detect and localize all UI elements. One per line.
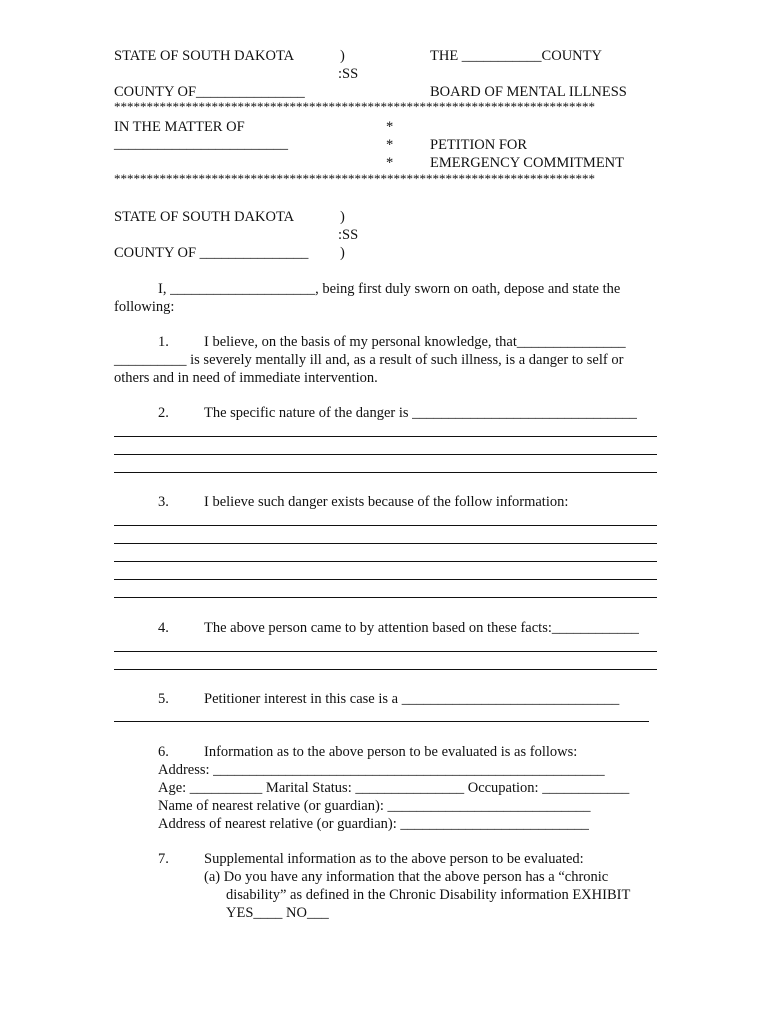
venue-state: STATE OF SOUTH DAKOTA xyxy=(114,209,295,225)
item-2-number: 2. xyxy=(158,405,169,421)
caption-county: COUNTY OF_______________ xyxy=(114,84,305,100)
intro-line-2: following: xyxy=(114,299,175,315)
star-divider-top: ************************************************************************** xyxy=(114,100,595,113)
item-3-text: I believe such danger exists because of the follow information: xyxy=(204,494,569,510)
item-1-line-3: others and in need of immediate intervention. xyxy=(114,370,378,386)
item-6-age-marital-occupation: Age: __________ Marital Status: _______________ Occupation: ____________ xyxy=(158,780,630,796)
item-3-blank-line xyxy=(114,597,657,598)
item-5-number: 5. xyxy=(158,691,169,707)
item-4-blank-line xyxy=(114,651,657,652)
item-6-relative-address: Address of nearest relative (or guardian): __________________________ xyxy=(158,816,589,832)
item-3-blank-line xyxy=(114,543,657,544)
item-4-number: 4. xyxy=(158,620,169,636)
item-2-blank-line xyxy=(114,436,657,437)
item-5-blank-line xyxy=(114,721,649,722)
item-2-blank-line xyxy=(114,454,657,455)
item-4-blank-line xyxy=(114,669,657,670)
item-4-text: The above person came to by attention based on these facts:____________ xyxy=(204,620,639,636)
item-3-number: 3. xyxy=(158,494,169,510)
item-3-blank-line xyxy=(114,579,657,580)
venue-paren: ) xyxy=(340,209,345,225)
item-6-address: Address: ______________________________________________________ xyxy=(158,762,605,778)
caption-ss: :SS xyxy=(338,66,359,82)
item-7-text: Supplemental information as to the above person to be evaluated: xyxy=(204,851,584,867)
intro-line-1: I, ____________________, being first duly sworn on oath, depose and state the xyxy=(158,281,621,297)
item-5-text: Petitioner interest in this case is a ______________________________ xyxy=(204,691,620,707)
item-6-number: 6. xyxy=(158,744,169,760)
item-7a-line-2: disability” as defined in the Chronic Disability information EXHIBIT xyxy=(226,887,631,903)
item-6-text: Information as to the above person to be evaluated is as follows: xyxy=(204,744,578,760)
star-divider-bottom: ************************************************************************** xyxy=(114,172,595,185)
item-2-blank-line xyxy=(114,472,657,473)
item-2-text: The specific nature of the danger is _______________________________ xyxy=(204,405,637,421)
item-7-number: 7. xyxy=(158,851,169,867)
item-3-blank-line xyxy=(114,561,657,562)
venue-ss: :SS xyxy=(338,227,359,243)
caption-state: STATE OF SOUTH DAKOTA xyxy=(114,48,295,64)
item-1-line-2: __________ is severely mentally ill and, as a result of such illness, is a danger to self or xyxy=(114,352,624,368)
item-6-nearest-relative: Name of nearest relative (or guardian): ____________________________ xyxy=(158,798,591,814)
petition-title-1: PETITION FOR xyxy=(430,137,528,153)
caption-the-county: THE ___________COUNTY xyxy=(430,48,602,64)
venue-county: COUNTY OF _______________ xyxy=(114,245,309,261)
item-1-number: 1. xyxy=(158,334,169,350)
matter-blank: ________________________ xyxy=(114,136,288,152)
caption-paren: ) xyxy=(340,48,345,64)
matter-label: IN THE MATTER OF xyxy=(114,119,245,135)
petition-title-2: EMERGENCY COMMITMENT xyxy=(430,155,625,171)
item-7a-line-1: (a) Do you have any information that the above person has a “chronic xyxy=(204,869,609,885)
star-mark: * xyxy=(386,119,394,135)
venue-paren: ) xyxy=(340,245,345,261)
item-3-blank-line xyxy=(114,525,657,526)
caption-board: BOARD OF MENTAL ILLNESS xyxy=(430,84,627,100)
item-7a-yes-no: YES____ NO___ xyxy=(226,905,329,921)
item-1-line-1: I believe, on the basis of my personal knowledge, that_______________ xyxy=(204,334,626,350)
star-mark: * xyxy=(386,155,394,171)
star-mark: * xyxy=(386,137,394,153)
